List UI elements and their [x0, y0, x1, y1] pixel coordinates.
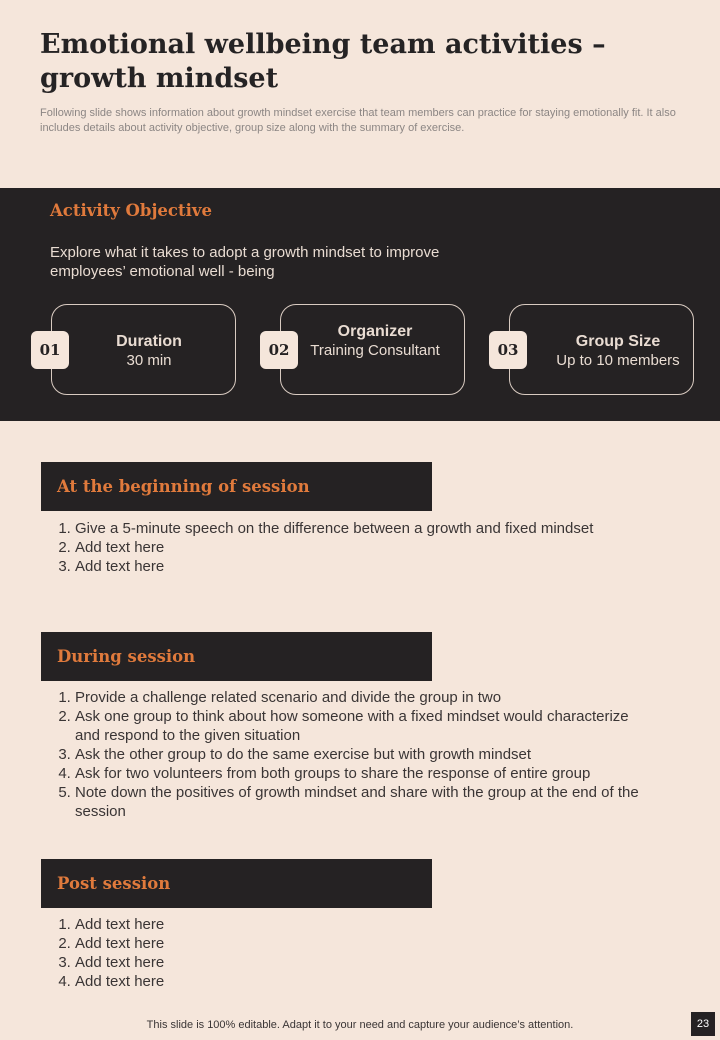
beginning-session-list — [75, 519, 675, 576]
organizer-number-badge: 02 — [260, 331, 298, 369]
objective-heading: Activity Objective — [50, 201, 212, 220]
list-item: 1. Provide a challenge related scenario and divide the group in two — [75, 688, 655, 707]
during-session-header — [41, 632, 432, 681]
duration-number-badge: 01 — [31, 331, 69, 369]
group-size-label: Group Size — [575, 333, 661, 350]
list-item: 1. Add text here — [75, 915, 675, 934]
list-item: 2. Add text here — [75, 934, 675, 953]
list-item: 3. Add text here — [75, 953, 675, 972]
list-item: 1. Give a 5-minute speech on the difference between a growth and fixed mindset — [75, 519, 675, 538]
during-session-heading: During session — [57, 647, 196, 666]
duration-card-text — [79, 332, 219, 370]
group-size-value: Up to 10 members — [556, 352, 680, 369]
page-title: Emotional wellbeing team activities – growth mindset — [40, 29, 606, 94]
duration-label: Duration — [116, 333, 182, 350]
beginning-session-heading: At the beginning of session — [57, 477, 310, 496]
during-session-list — [75, 688, 655, 821]
list-item: 4. Add text here — [75, 972, 675, 991]
post-session-header — [41, 859, 432, 908]
page-subtitle: Following slide shows information about growth mindset exercise that team members can practice for staying emotionally fit. It also includes details about activity objective, group size along with the summary of exercise. — [40, 107, 676, 134]
beginning-session-header — [41, 462, 432, 511]
organizer-value: Training Consultant — [310, 342, 440, 359]
organizer-card-text — [310, 322, 440, 360]
page-number: 23 — [691, 1012, 715, 1036]
list-item: 5. Note down the positives of growth mindset and share with the group at the end of the session — [75, 783, 655, 821]
post-session-list — [75, 915, 675, 991]
list-item: 3. Ask the other group to do the same exercise but with growth mindset — [75, 745, 655, 764]
post-session-heading: Post session — [57, 874, 171, 893]
objective-text: Explore what it takes to adopt a growth mindset to improve employees’ emotional well - being — [50, 244, 440, 280]
duration-value: 30 min — [126, 352, 172, 369]
list-item: 2. Add text here — [75, 538, 675, 557]
list-item: 4. Ask for two volunteers from both groups to share the response of entire group — [75, 764, 655, 783]
list-item: 3. Add text here — [75, 557, 675, 576]
list-item: 2. Ask one group to think about how someone with a fixed mindset would characterize and respond to the given situation — [75, 707, 655, 745]
group-size-number-badge: 03 — [489, 331, 527, 369]
organizer-label: Organizer — [337, 323, 413, 340]
footer-note: This slide is 100% editable. Adapt it to your need and capture your audience’s attention. — [146, 1019, 574, 1031]
group-size-card-text — [543, 332, 693, 370]
